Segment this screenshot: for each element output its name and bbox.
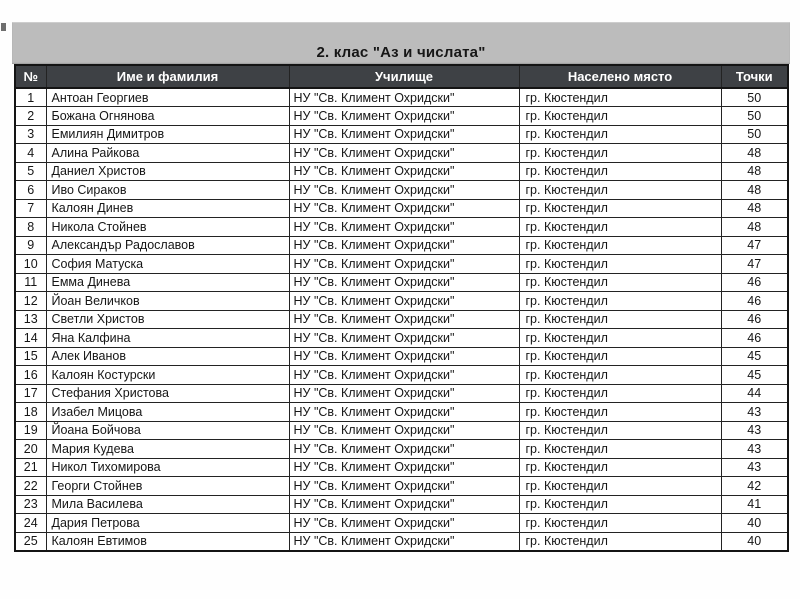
row-number-cell: 19 [15, 421, 46, 440]
points-cell: 43 [721, 458, 788, 477]
school-cell: НУ "Св. Климент Охридски" [289, 384, 519, 403]
points-cell: 50 [721, 125, 788, 144]
student-name-cell: Яна Калфина [46, 329, 289, 348]
school-cell: НУ "Св. Климент Охридски" [289, 440, 519, 459]
school-cell: НУ "Св. Климент Охридски" [289, 310, 519, 329]
city-cell: гр. Кюстендил [519, 347, 721, 366]
table-row [15, 440, 788, 459]
student-name-cell: Алина Райкова [46, 144, 289, 163]
points-cell: 47 [721, 255, 788, 274]
school-cell: НУ "Св. Климент Охридски" [289, 273, 519, 292]
city-cell: гр. Кюстендил [519, 273, 721, 292]
points-cell: 43 [721, 440, 788, 459]
city-cell: гр. Кюстендил [519, 88, 721, 107]
points-cell: 50 [721, 107, 788, 126]
table-row [15, 107, 788, 126]
table-row [15, 329, 788, 348]
school-cell: НУ "Св. Климент Охридски" [289, 347, 519, 366]
row-number-cell: 16 [15, 366, 46, 385]
table-row [15, 347, 788, 366]
table-row [15, 421, 788, 440]
city-cell: гр. Кюстендил [519, 181, 721, 200]
table-row [15, 88, 788, 107]
school-cell: НУ "Св. Климент Охридски" [289, 107, 519, 126]
student-name-cell: Александър Радославов [46, 236, 289, 255]
table-row [15, 125, 788, 144]
points-cell: 48 [721, 181, 788, 200]
school-cell: НУ "Св. Климент Охридски" [289, 403, 519, 422]
table-row [15, 532, 788, 551]
points-cell: 46 [721, 329, 788, 348]
row-number-cell: 2 [15, 107, 46, 126]
col-header-city: Населено място [519, 65, 721, 88]
row-number-cell: 20 [15, 440, 46, 459]
city-cell: гр. Кюстендил [519, 403, 721, 422]
scan-artifact [1, 23, 6, 31]
col-header-points: Точки [721, 65, 788, 88]
row-number-cell: 23 [15, 495, 46, 514]
table-row [15, 477, 788, 496]
school-cell: НУ "Св. Климент Охридски" [289, 421, 519, 440]
city-cell: гр. Кюстендил [519, 495, 721, 514]
city-cell: гр. Кюстендил [519, 458, 721, 477]
city-cell: гр. Кюстендил [519, 532, 721, 551]
student-name-cell: Йоана Бойчова [46, 421, 289, 440]
student-name-cell: Калоян Костурски [46, 366, 289, 385]
row-number-cell: 7 [15, 199, 46, 218]
row-number-cell: 3 [15, 125, 46, 144]
student-name-cell: Георги Стойнев [46, 477, 289, 496]
table-row [15, 162, 788, 181]
row-number-cell: 6 [15, 181, 46, 200]
city-cell: гр. Кюстендил [519, 236, 721, 255]
points-cell: 43 [721, 421, 788, 440]
student-name-cell: Емилиян Димитров [46, 125, 289, 144]
student-name-cell: Калоян Евтимов [46, 532, 289, 551]
points-cell: 44 [721, 384, 788, 403]
city-cell: гр. Кюстендил [519, 310, 721, 329]
points-cell: 46 [721, 273, 788, 292]
row-number-cell: 22 [15, 477, 46, 496]
city-cell: гр. Кюстендил [519, 329, 721, 348]
city-cell: гр. Кюстендил [519, 107, 721, 126]
school-cell: НУ "Св. Климент Охридски" [289, 144, 519, 163]
student-name-cell: Дария Петрова [46, 514, 289, 533]
row-number-cell: 10 [15, 255, 46, 274]
table-body [15, 88, 788, 551]
table-title: 2. клас "Аз и числата" [316, 44, 486, 61]
school-cell: НУ "Св. Климент Охридски" [289, 366, 519, 385]
student-name-cell: Светли Христов [46, 310, 289, 329]
col-header-school: Училище [289, 65, 519, 88]
school-cell: НУ "Св. Климент Охридски" [289, 88, 519, 107]
city-cell: гр. Кюстендил [519, 477, 721, 496]
student-name-cell: Изабел Мицова [46, 403, 289, 422]
table-row [15, 273, 788, 292]
row-number-cell: 24 [15, 514, 46, 533]
city-cell: гр. Кюстендил [519, 125, 721, 144]
school-cell: НУ "Св. Климент Охридски" [289, 532, 519, 551]
student-name-cell: Емма Динева [46, 273, 289, 292]
student-name-cell: Иво Сираков [46, 181, 289, 200]
points-cell: 50 [721, 88, 788, 107]
table-row [15, 495, 788, 514]
col-header-name: Име и фамилия [46, 65, 289, 88]
row-number-cell: 15 [15, 347, 46, 366]
row-number-cell: 11 [15, 273, 46, 292]
points-cell: 48 [721, 218, 788, 237]
school-cell: НУ "Св. Климент Охридски" [289, 458, 519, 477]
points-cell: 46 [721, 310, 788, 329]
points-cell: 42 [721, 477, 788, 496]
city-cell: гр. Кюстендил [519, 514, 721, 533]
school-cell: НУ "Св. Климент Охридски" [289, 125, 519, 144]
city-cell: гр. Кюстендил [519, 144, 721, 163]
city-cell: гр. Кюстендил [519, 384, 721, 403]
school-cell: НУ "Св. Климент Охридски" [289, 329, 519, 348]
row-number-cell: 25 [15, 532, 46, 551]
row-number-cell: 18 [15, 403, 46, 422]
row-number-cell: 21 [15, 458, 46, 477]
student-name-cell: Алек Иванов [46, 347, 289, 366]
table-row [15, 144, 788, 163]
table-row [15, 199, 788, 218]
table-row [15, 218, 788, 237]
city-cell: гр. Кюстендил [519, 366, 721, 385]
table-row [15, 403, 788, 422]
student-name-cell: Никола Стойнев [46, 218, 289, 237]
points-cell: 45 [721, 347, 788, 366]
table-row [15, 366, 788, 385]
results-table [14, 64, 789, 552]
table-row [15, 310, 788, 329]
points-cell: 41 [721, 495, 788, 514]
school-cell: НУ "Св. Климент Охридски" [289, 218, 519, 237]
row-number-cell: 13 [15, 310, 46, 329]
table-row [15, 458, 788, 477]
table-row [15, 255, 788, 274]
school-cell: НУ "Св. Климент Охридски" [289, 292, 519, 311]
row-number-cell: 12 [15, 292, 46, 311]
student-name-cell: София Матуска [46, 255, 289, 274]
city-cell: гр. Кюстендил [519, 255, 721, 274]
points-cell: 43 [721, 403, 788, 422]
points-cell: 48 [721, 199, 788, 218]
table-title-bar [12, 22, 790, 64]
city-cell: гр. Кюстендил [519, 292, 721, 311]
row-number-cell: 4 [15, 144, 46, 163]
student-name-cell: Божана Огнянова [46, 107, 289, 126]
student-name-cell: Даниел Христов [46, 162, 289, 181]
school-cell: НУ "Св. Климент Охридски" [289, 514, 519, 533]
points-cell: 45 [721, 366, 788, 385]
row-number-cell: 14 [15, 329, 46, 348]
school-cell: НУ "Св. Климент Охридски" [289, 255, 519, 274]
row-number-cell: 8 [15, 218, 46, 237]
city-cell: гр. Кюстендил [519, 440, 721, 459]
student-name-cell: Мария Кудева [46, 440, 289, 459]
student-name-cell: Антоан Георгиев [46, 88, 289, 107]
row-number-cell: 1 [15, 88, 46, 107]
school-cell: НУ "Св. Климент Охридски" [289, 477, 519, 496]
student-name-cell: Калоян Динев [46, 199, 289, 218]
school-cell: НУ "Св. Климент Охридски" [289, 181, 519, 200]
city-cell: гр. Кюстендил [519, 421, 721, 440]
points-cell: 48 [721, 162, 788, 181]
city-cell: гр. Кюстендил [519, 218, 721, 237]
table-row [15, 514, 788, 533]
col-header-number: № [15, 65, 46, 88]
table-row [15, 181, 788, 200]
school-cell: НУ "Св. Климент Охридски" [289, 495, 519, 514]
header-row [15, 65, 788, 88]
school-cell: НУ "Св. Климент Охридски" [289, 236, 519, 255]
school-cell: НУ "Св. Климент Охридски" [289, 162, 519, 181]
school-cell: НУ "Св. Климент Охридски" [289, 199, 519, 218]
student-name-cell: Никол Тихомирова [46, 458, 289, 477]
table-row [15, 292, 788, 311]
student-name-cell: Стефания Христова [46, 384, 289, 403]
points-cell: 40 [721, 514, 788, 533]
table-row [15, 384, 788, 403]
points-cell: 47 [721, 236, 788, 255]
points-cell: 46 [721, 292, 788, 311]
row-number-cell: 5 [15, 162, 46, 181]
points-cell: 48 [721, 144, 788, 163]
student-name-cell: Мила Василева [46, 495, 289, 514]
row-number-cell: 17 [15, 384, 46, 403]
points-cell: 40 [721, 532, 788, 551]
row-number-cell: 9 [15, 236, 46, 255]
city-cell: гр. Кюстендил [519, 162, 721, 181]
city-cell: гр. Кюстендил [519, 199, 721, 218]
table-row [15, 236, 788, 255]
student-name-cell: Йоан Величков [46, 292, 289, 311]
